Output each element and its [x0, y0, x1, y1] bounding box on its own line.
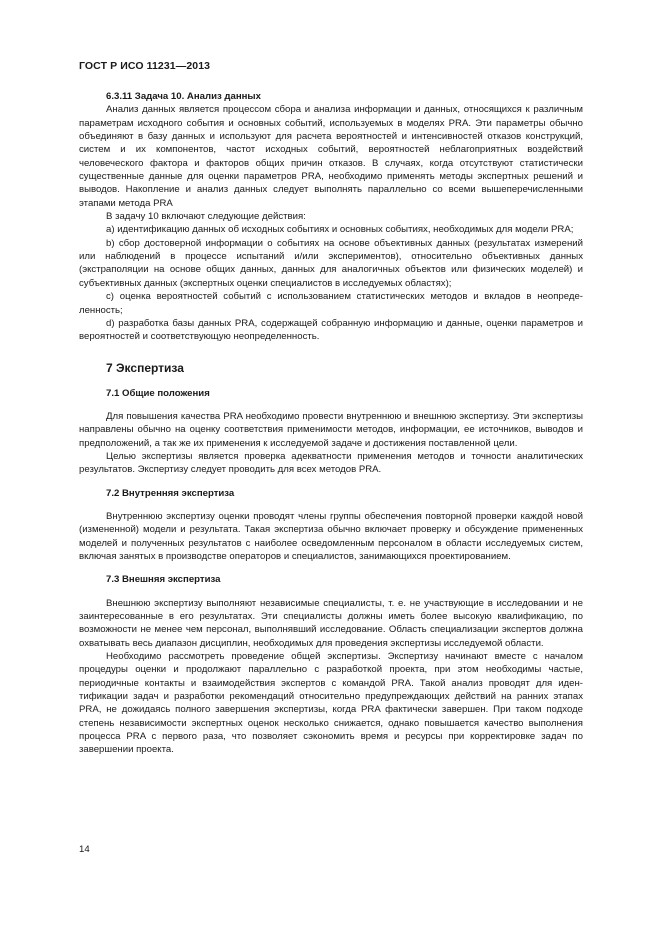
subsection-title-7-3: 7.3 Внешняя экспертиза	[106, 574, 221, 586]
list-item-c: c) оценка вероятностей событий с использованием статистических методов и вкладов в неопределенность;	[79, 291, 583, 316]
paragraph: Для повышения качества PRA необходимо провести внутреннюю и внешнюю экспертизу. Эти экспертизы направлены обычно на оценку соответствия применимости методов, информации, ее источников, выводов и предположений, а так же их применения к исследуемой задаче и достижения поставленной цели.	[79, 410, 583, 449]
paragraph: Внутреннюю экспертизу оценки проводят члены группы обеспечения повторной проверки каждой новой (измененной) модели и результата. Такая экспертиза обычно включает проверку и обсуждение примененных моделей и полученных результатов с наиболее осведомленным персоналом в области исследуемых систем, включая занятых в производстве операторов и специалистов, занимающихся проектированием.	[79, 510, 583, 562]
list-item-d: d) разработка базы данных PRA, содержащей собранную информацию и данные, оценки параметров и вероятностей и соответствующую неопределенность.	[79, 317, 583, 343]
subsection-title-6-3-11: 6.3.11 Задача 10. Анализ данных	[106, 91, 261, 102]
page-content	[79, 90, 583, 757]
paragraph: В задачу 10 включают следующие действия:	[106, 211, 306, 223]
list-item-b: b) сбор достоверной информации о событиях на основе объективных данных (результатах измерений или наблюдений в процессе испытаний и/или экспериментов), относительно объективных данных (экстраполяции на основе общих данных, данных для аналогичных объектов или физических моделей) и субъективных данных (экспертных оценки специалистов в исследуемых областях);	[79, 237, 583, 289]
page-number: 14	[79, 844, 90, 855]
paragraph: Внешнюю экспертизу выполняют независимые специалисты, т. е. не участвующие в исследовании и не заинтересованные в его результатах. Эти специалисты должны иметь более высокую квалификацию, по возможности не менее чем персонал, выполнявший исследование. Область специализации экспертов должна охватывать весь диапазон дисциплин, необходимых для проведения экспертизы исследуемой области.	[79, 597, 583, 649]
paragraph: Анализ данных является процессом сбора и анализа информации и данных, относящихся к различным параметрам исходного события и основных событий, используемых в моделях PRA. Эти параметры обычно объединяют в базу данных и используют для расчета вероятностей и интенсивностей отказов конструкций, систем и их компонентов, частот исходных событий, вероятностей неблагоприятных воздействий человеческого фактора и факторов общих причин отказов. В случаях, когда отсутствуют статистически существенные данные для оценки параметров PRA, необходимо применять методы экспертных решений и выводов. Накопление и анализ данных следует выполнять параллельно со всеми вышеперечисленными этапами метода PRA	[79, 104, 583, 209]
page-header: ГОСТ Р ИСО 11231—2013	[79, 60, 211, 72]
section-title-7: 7 Экспертиза	[106, 360, 184, 375]
paragraph: Целью экспертизы является проверка адекватности применения методов и точности аналитических результатов. Экспертизу следует проводить для всех методов PRA.	[79, 450, 583, 476]
subsection-title-7-1: 7.1 Общие положения	[106, 387, 210, 399]
list-item-a: a) идентификацию данных об исходных событиях и основных событиях, необходимых для модели PRA;	[106, 224, 574, 236]
paragraph: Необходимо рассмотреть проведение общей экспертизы. Экспертизу начинают вместе с началом процедуры оценки и продолжают параллельно с разработкой проекта, при этом необходимы частые, периодичные контакты и взаимодействия экспертов с командой PRA. Такой анализ проводят для идентификации задач и разработки рекомендаций относительно предупреждающих действий на ранних этапах PRA, не дожидаясь полного завершения экспертизы, когда PRA фактически завершен. При таком подходе степень независимости экспертных оценок несколько снижается, однако повышается качество выполнения процесса PRA с первого раза, что позволяет сэкономить время и ресурсы при корректировке задач по завершении проекта.	[79, 651, 583, 756]
subsection-title-7-2: 7.2 Внутренняя экспертиза	[106, 487, 235, 499]
